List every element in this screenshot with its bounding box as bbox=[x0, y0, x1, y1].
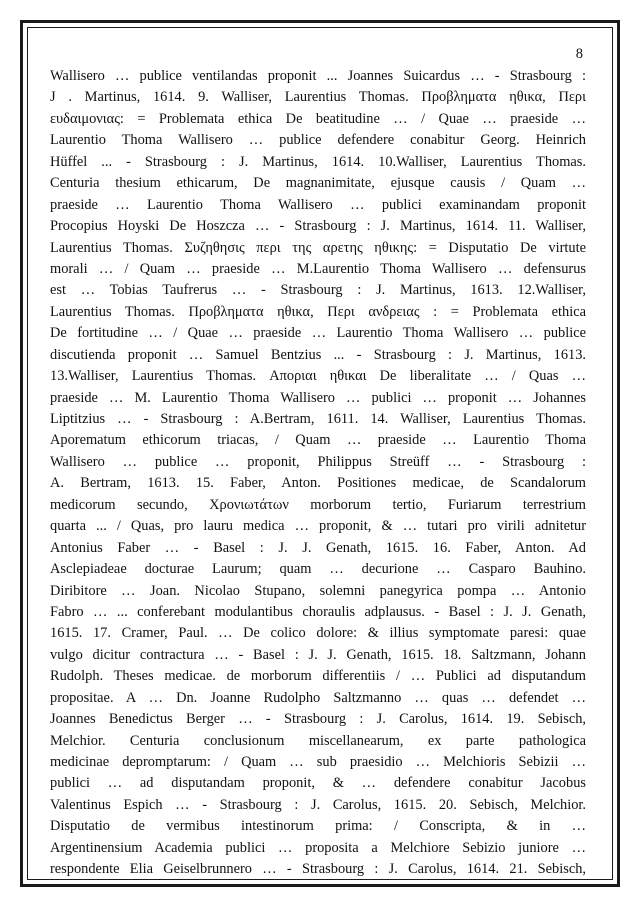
text-line: Laurentio Thoma Wallisero … publice defendere conabitur Georg. Heinrich bbox=[50, 132, 586, 149]
text-line: ευδαιμονιας: = Problemata ethica De beatitudine … / Quae … praeside … bbox=[50, 110, 586, 127]
text-line: Argentinensium Academia publici … proposita a Melchiore Sebizio juniore … bbox=[50, 839, 586, 856]
text-line: Rudolph. Theses medicae. de morborum differentiis / … Publici ad disputandum bbox=[50, 668, 586, 685]
text-line: praeside … Laurentio Thoma Wallisero … publici examinandam proponit bbox=[50, 196, 586, 213]
text-line: Diribitore … Joan. Nicolao Stupano, solemni panegyrica pompa … Antonio bbox=[50, 582, 586, 599]
text-line: Laurentius Thomas. Συζηθησις περι της αρετης ηθικης: = Disputatio De virtute bbox=[50, 239, 586, 256]
text-line: De fortitudine … / Quae … praeside … Laurentio Thoma Wallisero … publice bbox=[50, 325, 586, 342]
text-line: J . Martinus, 1614. 9. Walliser, Laurentius Thomas. Προβληματα ηθικα, Περι bbox=[50, 89, 586, 106]
text-line: 1615. 17. Cramer, Paul. … De colico dolore: & illius symptomate paresi: quae bbox=[50, 625, 586, 642]
text-line: praeside … M. Laurentio Thoma Wallisero … publici … proponit … Johannes bbox=[50, 389, 586, 406]
text-line: Fabro … ... conferebant modulantibus choraulis adplausus. - Basel : J. J. Genath, bbox=[50, 603, 586, 620]
text-line: Melchior. Centuria conclusionum miscellanearum, ex parte pathologica bbox=[50, 732, 586, 749]
text-line: publici … ad disputandam proponit, & … defendere conabitur Jacobus bbox=[50, 775, 586, 792]
text-line: Centuria thesium ethicarum, De magnanimitate, ejusque causis / Quam … bbox=[50, 175, 586, 192]
text-line: Asclepiadeae docturae Laurum; quam … decurione … Casparo Bauhino. bbox=[50, 561, 586, 578]
text-line: medicinae depromptarum: / Quam … sub praesidio … Melchioris Sebizii … bbox=[50, 754, 586, 770]
text-line: 13.Walliser, Laurentius Thomas. Αποριαι ηθικαι De liberalitate … / Quas … bbox=[50, 368, 586, 385]
text-line: vulgo dicitur contractura … - Basel : J. J. Genath, 1615. 18. Saltzmann, Johann bbox=[50, 646, 586, 663]
text-line: medicorum secundo, Χρονιωτάτων morborum tertio, Furiarum terrestrium bbox=[50, 496, 586, 513]
text-line: Wallisero … publice … proponit, Philippus Streüff … - Strasbourg : bbox=[50, 453, 586, 470]
text-line: Joannes Benedictus Berger … - Strasbourg : J. Carolus, 1614. 19. Sebisch, bbox=[50, 711, 586, 728]
text-line: propositae. A … Dn. Joanne Rudolpho Saltzmanno … quas … defendet … bbox=[50, 689, 586, 706]
text-line: Aporematum ethicorum triacas, / Quam … praeside … Laurentio Thoma bbox=[50, 432, 586, 449]
text-line: discutienda proponit … Samuel Bentzius ... - Strasbourg : J. Martinus, 1613. bbox=[50, 346, 586, 363]
text-line: Laurentius Thomas. Προβληματα ηθικα, Περι ανδρειας : = Problemata ethica bbox=[50, 303, 586, 320]
text-line: Antonius Faber … - Basel : J. J. Genath, 1615. 16. Faber, Anton. Ad bbox=[50, 539, 586, 556]
text-line: Valentinus Espich … - Strasbourg : J. Carolus, 1615. 20. Sebisch, Melchior. bbox=[50, 796, 586, 813]
text-line: quarta ... / Quas, pro lauru medica … proponit, & … tutari pro virili adnitetur bbox=[50, 518, 586, 535]
text-line: Disputatio de vermibus intestinorum prima: / Conscripta, & in … bbox=[50, 818, 586, 835]
text-line: Liptitzius … - Strasbourg : A.Bertram, 1611. 14. Walliser, Laurentius Thomas. bbox=[50, 411, 586, 427]
page-number: 8 bbox=[575, 46, 583, 62]
text-line: Procopius Hoyski De Hoszcza … - Strasbourg : J. Martinus, 1614. 11. Walliser, bbox=[50, 218, 586, 235]
text-line: est … Tobias Taufrerus … - Strasbourg : J. Martinus, 1613. 12.Walliser, bbox=[50, 282, 586, 299]
text-line: Hüffel ... - Strasbourg : J. Martinus, 1614. 10.Walliser, Laurentius Thomas. bbox=[50, 153, 586, 170]
text-line: morali … / Quam … praeside … M.Laurentio Thoma Wallisero … defensurus bbox=[50, 260, 586, 277]
text-line: respondente Elia Geiselbrunnero … - Strasbourg : J. Carolus, 1614. 21. Sebisch, bbox=[50, 861, 586, 878]
text-line: Wallisero … publice ventilandas proponit ... Joannes Suicardus … - Strasbourg : bbox=[50, 68, 586, 84]
text-line: A. Bertram, 1613. 15. Faber, Anton. Positiones medicae, de Scandalorum bbox=[50, 475, 586, 492]
bibliography-text bbox=[50, 66, 586, 881]
